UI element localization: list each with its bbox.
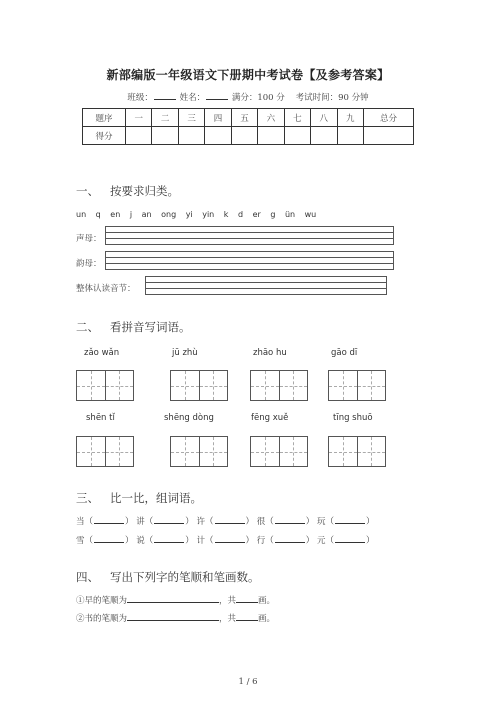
score-cell[interactable] [231,127,257,145]
section-3-heading [76,490,202,506]
score-cell[interactable] [178,127,204,145]
stroke-suffix: 画。 [258,614,276,624]
stroke-suffix: 画。 [258,596,276,606]
tianzige-box[interactable] [76,370,134,401]
class-blank[interactable] [154,91,176,100]
section-number: 三、 [76,491,99,505]
section-number: 二、 [76,320,99,334]
compare-char: 讲 [136,517,145,527]
compare-char: 元 [316,536,326,546]
pinyin-word: shēng dòng [164,413,214,423]
page-title: 新部编版一年级语文下册期中考试卷【及参考答案】 [106,68,390,82]
score-header-cell: 六 [258,109,284,127]
section-number: 四、 [76,570,99,584]
stroke-item [76,612,275,624]
compare-char: 说 [136,536,145,546]
section-2-heading [76,319,191,335]
section-number: 一、 [76,184,99,198]
score-cell[interactable] [363,127,413,145]
compare-char: 计 [196,536,205,546]
tianzige-box[interactable] [76,436,134,467]
stroke-order-blank[interactable] [127,594,219,603]
consonant-writing-lines[interactable] [105,226,394,245]
score-header-cell: 四 [205,109,231,127]
pinyin-word: jū zhù [172,348,198,358]
word-blank[interactable] [215,534,245,543]
word-blank[interactable] [275,515,305,524]
word-blank[interactable] [94,534,124,543]
stroke-order-blank[interactable] [127,612,219,621]
section-title: 按要求归类。 [110,184,179,198]
syllable-label: 整体认读音节： [76,284,136,294]
tianzige-box[interactable] [250,370,308,401]
compare-char: 当 [76,517,85,527]
vowel-writing-lines[interactable] [105,251,394,270]
pinyin-word: zhāo hu [253,348,287,358]
section-1-heading [76,183,179,199]
section-title: 看拼音写词语。 [110,320,191,334]
tianzige-box[interactable] [170,370,228,401]
section-title: 写出下列字的笔顺和笔画数。 [110,570,260,584]
full-score: 满分：100 分 [231,93,285,103]
score-table-score-row [83,127,414,145]
score-cell[interactable] [311,127,337,145]
stroke-prefix: ①早的笔顺为 [76,596,128,606]
stroke-item [76,594,275,606]
score-header-cell: 题序 [83,109,126,127]
compare-char: 很 [256,517,266,527]
pinyin-word: shēn tǐ [86,413,115,423]
stroke-prefix: ②书的笔顺为 [76,614,128,624]
exam-info [0,91,496,103]
exam-time: 考试时间：90 分钟 [295,93,369,103]
score-header-cell: 九 [337,109,363,127]
word-blank[interactable] [154,515,184,524]
score-header-cell: 一 [126,109,152,127]
syllable-writing-lines[interactable] [145,276,387,295]
pinyin-word: fēng xuě [251,413,289,423]
score-header-cell: 二 [152,109,178,127]
name-label: 姓名： [179,93,206,103]
score-cell[interactable] [258,127,284,145]
name-blank[interactable] [206,91,228,100]
score-cell[interactable] [152,127,178,145]
section-title: 比一比，组词语。 [110,491,202,505]
stroke-count-blank[interactable] [236,612,258,621]
page-number: 1 / 6 [238,677,258,687]
tianzige-box[interactable] [328,370,386,401]
score-header-cell: 七 [284,109,310,127]
word-blank[interactable] [154,534,184,543]
stroke-mid: ，共 [219,596,237,606]
word-blank[interactable] [215,515,245,524]
compare-row-2: 雪（ ） 说（ ） 计（ ） 行（ ） 元（ ） [76,536,375,546]
compare-char: 行 [256,536,266,546]
pinyin-word: gāo dī [331,348,358,358]
vowel-label: 韵母： [76,259,102,269]
score-row-label: 得分 [83,127,126,145]
stroke-count-blank[interactable] [236,594,258,603]
pinyin-word: tīng shuō [333,413,373,423]
word-blank[interactable] [335,534,365,543]
score-header-cell: 总分 [363,109,413,127]
tianzige-box[interactable] [170,436,228,467]
word-blank[interactable] [94,515,124,524]
stroke-mid: ，共 [219,614,237,624]
tianzige-box[interactable] [328,436,386,467]
compare-row-1: 当（ ） 讲（ ） 许（ ） 很（ ） 玩（ ） [76,517,375,527]
tianzige-box[interactable] [250,436,308,467]
compare-char: 雪 [76,536,85,546]
score-cell[interactable] [284,127,310,145]
class-label: 班级： [127,93,153,103]
score-header-cell: 三 [178,109,204,127]
score-header-cell: 八 [311,109,337,127]
pinyin-list: un q en j an ong yi yin k d er g ün wu [76,210,317,219]
score-cell[interactable] [337,127,363,145]
score-cell[interactable] [126,127,152,145]
word-blank[interactable] [275,534,305,543]
compare-char: 许 [196,517,205,527]
pinyin-word: zǎo wǎn [84,348,120,358]
score-cell[interactable] [205,127,231,145]
word-blank[interactable] [335,515,365,524]
consonant-label: 声母： [76,234,102,244]
compare-char: 玩 [316,517,326,527]
section-4-heading [76,569,260,585]
score-header-cell: 五 [231,109,257,127]
score-table [82,108,414,145]
score-table-header-row [83,109,414,127]
